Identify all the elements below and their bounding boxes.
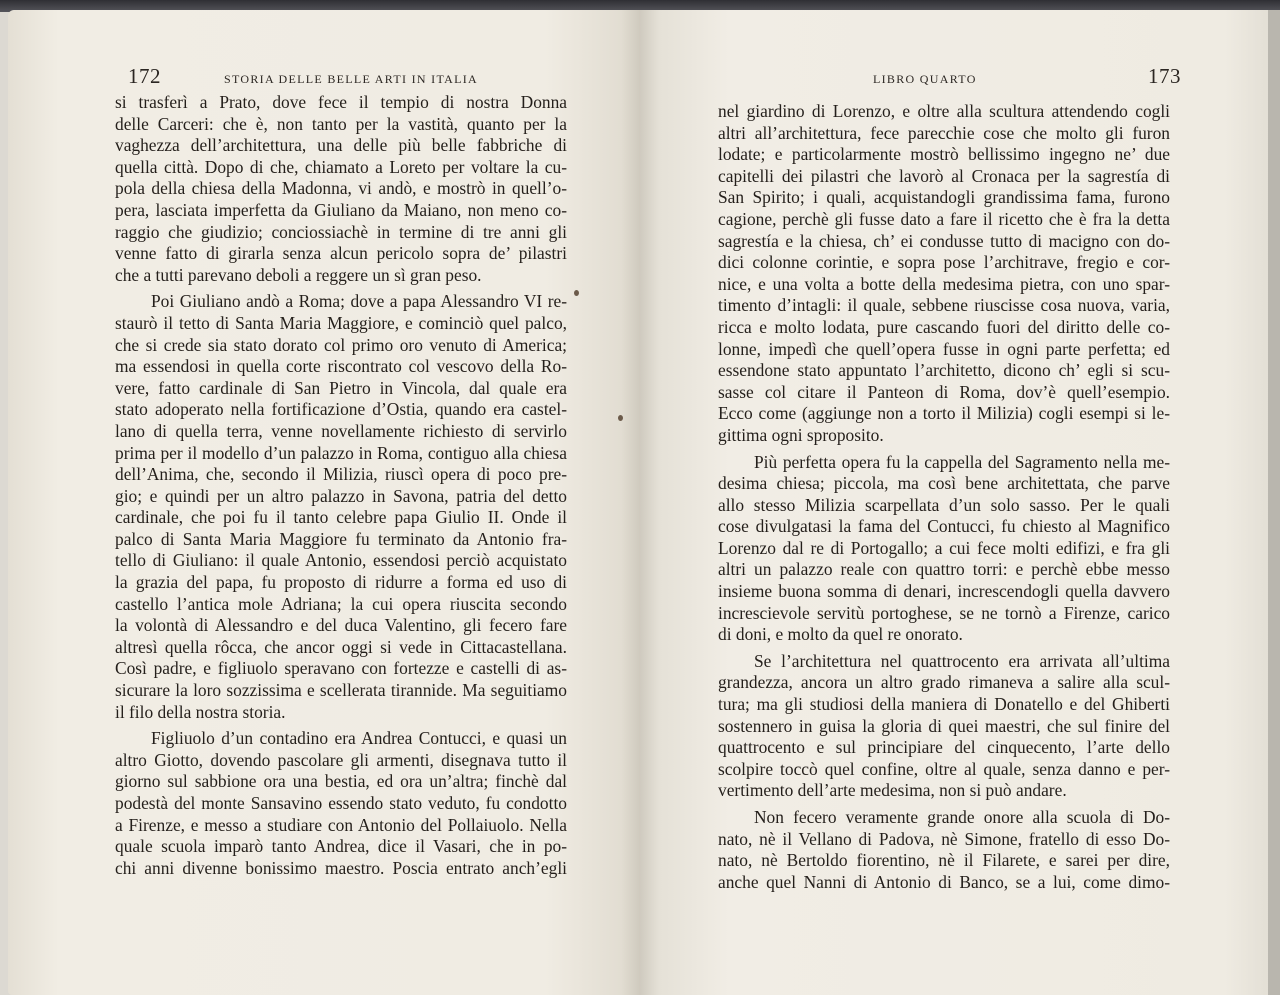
right-running-title: LIBRO QUARTO <box>873 72 977 86</box>
right-page <box>640 10 1276 995</box>
text-line: Lorenzo dal re di Portogallo; a cui fece molti edifizi, e fra gli <box>718 537 1170 558</box>
text-line: lonne, impedì che quell’opera fusse in ogni parte perfetta; ed <box>718 338 1170 359</box>
left-page-number: 172 <box>128 64 161 88</box>
right-page-text <box>718 101 1170 893</box>
text-line: nel giardino di Lorenzo, e oltre alla scultura attendendo cogli <box>718 101 1170 121</box>
text-line: nato, nè Bertoldo fiorentino, nè il Filarete, e sarei per dire, <box>718 850 1170 871</box>
text-line: la grazia del papa, fu proposto di ridurre a forma ed uso di <box>115 572 567 593</box>
text-line: ma essendosi in quella corte riscontrato col vescovo della Ro- <box>115 356 567 377</box>
right-page-number: 173 <box>1148 64 1181 88</box>
text-line: sostennero in guisa la gloria di quei maestri, che sul finire del <box>718 715 1170 736</box>
text-line: quale scuola imparò tanto Andrea, dice il Vasari, che in po- <box>115 836 567 857</box>
text-line: che si crede sia stato dorato col primo oro venuto di America; <box>115 334 567 355</box>
right-page-header <box>640 64 1276 94</box>
text-line: ricca e molto lodata, pure cascando fuori del diritto delle co- <box>718 316 1170 337</box>
ink-speck <box>618 415 623 421</box>
text-line: insieme buona somma di denari, increscendogli quella davvero <box>718 581 1170 602</box>
text-line: dici colonne corintie, e sopra pose l’architrave, fregio e cor- <box>718 252 1170 273</box>
text-line: pera, lasciata imperfetta da Giuliano da Maiano, non meno co- <box>115 199 567 220</box>
text-line: altresì quella rôcca, che ancor oggi si vede in Cittacastellana. <box>115 636 567 657</box>
text-line: timento d’intagli: il quale, sebbene riuscisse cosa nuova, varia, <box>718 295 1170 316</box>
text-line: quattrocento e sul principiare del cinquecento, l’arte dello <box>718 737 1170 758</box>
text-line: Più perfetta opera fu la cappella del Sagramento nella me- <box>754 451 1170 472</box>
left-page-text <box>115 92 567 879</box>
text-line: cardinale, che poi fu il tanto celebre papa Giulio II. Onde il <box>115 507 567 528</box>
text-line: sagrestía e la chiesa, ch’ ei condusse tutto di macigno con do- <box>718 230 1170 251</box>
text-line: Ecco come (aggiunge non a torto il Milizia) cogli esempi si le- <box>718 403 1170 424</box>
text-line: capitelli dei pilastri che lavorò al Cronaca per la sagrestía di <box>718 165 1170 186</box>
text-line: scolpire toccò quel confine, oltre al quale, senza danno e per- <box>718 758 1170 779</box>
paragraph <box>718 101 1170 447</box>
text-line: increscievole servitù portoghese, se ne tornò a Firenze, carico <box>718 602 1170 623</box>
text-line: si trasferì a Prato, dove fece il tempio di nostra Donna <box>115 92 567 112</box>
text-line: altri un palazzo reale con quattro torri: e perchè ebbe messo <box>718 559 1170 580</box>
text-line: grandezza, ancora un altro grado rimaneva a salire alla scul- <box>718 672 1170 693</box>
text-line: podestà del monte Sansavino essendo stato veduto, fu condotto <box>115 793 567 813</box>
text-line: a Firenze, e messo a studiare con Antonio del Pollaiuolo. Nella <box>115 814 567 835</box>
text-line: la volontà di Alessandro e del duca Valentino, gli fecero fare <box>115 615 567 636</box>
text-line: pola della chiesa della Madonna, vi andò, e mostrò in quell’o- <box>115 178 567 199</box>
text-line: Non fecero veramente grande onore alla scuola di Do- <box>754 807 1170 827</box>
left-page <box>8 10 640 995</box>
text-line: essendone stato appuntato l’architetto, dicono ch’ egli si scu- <box>718 360 1170 381</box>
text-line: delle Carceri: che è, non tanto per la vastità, quanto per la <box>115 113 567 134</box>
text-line: sicurare la loro sozzissima e scellerata tirannide. Ma seguitiamo <box>115 680 567 701</box>
text-line: desima chiesa; piccola, ma così bene architettata, che parve <box>718 473 1170 494</box>
text-line: Se l’architettura nel quattrocento era arrivata all’ultima <box>754 650 1170 671</box>
text-line: dell’Anima, che, secondo il Milizia, riuscì opera di poco pre- <box>115 464 567 485</box>
paragraph <box>115 728 567 879</box>
text-line: quella città. Dopo di che, chiamato a Loreto per voltare la cu- <box>115 156 567 177</box>
text-line: giorno sul sabbione ora una bestia, ed ora un’altra; finchè dal <box>115 771 567 792</box>
text-line: castello l’antica mole Adriana; la cui opera riuscita secondo <box>115 593 567 614</box>
text-line: gittima ogni sproposito. <box>718 424 884 445</box>
text-line: allo stesso Milizia scarpellata d’un solo sasso. Per le quali <box>718 494 1170 515</box>
ink-speck <box>574 290 579 296</box>
paragraph <box>718 452 1170 646</box>
text-line: palco di Santa Maria Maggiore fu terminato da Antonio fra- <box>115 528 567 549</box>
text-line: stato adoperato nella fortificazione d’Ostia, quando era castel- <box>115 399 567 420</box>
text-line: cose divulgatasi la fama del Contucci, fu chiesto al Magnifico <box>718 516 1170 537</box>
paragraph <box>115 92 567 286</box>
text-line: anche quel Nanni di Antonio di Banco, se a lui, come dimo- <box>718 871 1170 892</box>
text-line: che a tutti parevano deboli a reggere un sì gran peso. <box>115 264 482 285</box>
left-running-title: STORIA DELLE BELLE ARTI IN ITALIA <box>224 72 478 86</box>
text-line: lano di quella terra, venne novellamente richiesto di servirlo <box>115 420 567 441</box>
paragraph <box>115 291 567 723</box>
book-spread <box>0 10 1280 995</box>
text-line: tello di Giuliano: il quale Antonio, essendosi perciò acquistato <box>115 550 567 571</box>
text-line: venne fatto di girarla senza alcun pericolo sopra de’ pilastri <box>115 243 567 264</box>
text-line: raggio che giudizio; conciossiachè in termine di tre anni gli <box>115 221 567 242</box>
text-line: vertimento dell’arte medesima, non si può andare. <box>718 780 1067 801</box>
text-line: il filo della nostra storia. <box>115 701 286 722</box>
text-line: San Spirito; i quali, acquistandogli grandissima fama, furono <box>718 187 1170 208</box>
text-line: tura; ma gli studiosi della maniera di Donatello e del Ghiberti <box>718 694 1170 715</box>
text-line: Figliuolo d’un contadino era Andrea Contucci, e quasi un <box>151 728 567 749</box>
text-line: vere, fatto cardinale di San Pietro in Vincola, dal quale era <box>115 377 567 398</box>
text-line: cagione, perchè gli fusse dato a fare il ricetto che è fra la detta <box>718 208 1170 229</box>
paragraph <box>718 651 1170 802</box>
text-line: di doni, e molto da quel re onorato. <box>718 624 963 645</box>
text-line: lodate; e particolarmente mostrò bellissimo ingegno ne’ due <box>718 144 1170 165</box>
text-line: Così padre, e figliuolo speravano con fortezze e castelli di as- <box>115 658 567 679</box>
left-page-header <box>8 64 640 94</box>
text-line: gio; e quindi per un altro palazzo in Savona, patria del detto <box>115 485 567 506</box>
text-line: Poi Giuliano andò a Roma; dove a papa Alessandro VI re- <box>151 291 567 312</box>
paragraph <box>718 807 1170 893</box>
text-line: staurò il tetto di Santa Maria Maggiore, e cominciò quel palco, <box>115 312 567 333</box>
text-line: altro Giotto, dovendo pascolare gli armenti, disegnava tutto il <box>115 749 567 770</box>
text-line: vaghezza dell’architettura, una delle più belle fabbriche di <box>115 135 567 156</box>
text-line: prima per il modello d’un palazzo in Roma, contiguo alla chiesa <box>115 442 567 463</box>
text-line: altri all’architettura, fece parecchie cose che molto gli furon <box>718 122 1170 143</box>
text-line: nato, nè il Vellano di Padova, nè Simone, fratello di esso Do- <box>718 828 1170 849</box>
text-line: nice, e una volta a botte della medesima pietra, con uno spar- <box>718 273 1170 294</box>
text-line: chi anni divenne bonissimo maestro. Poscia entrato anch’egli <box>115 857 567 878</box>
text-line: sasse col citare il Panteon di Roma, dov’è quell’esempio. <box>718 381 1170 402</box>
page-edge <box>1268 10 1280 995</box>
